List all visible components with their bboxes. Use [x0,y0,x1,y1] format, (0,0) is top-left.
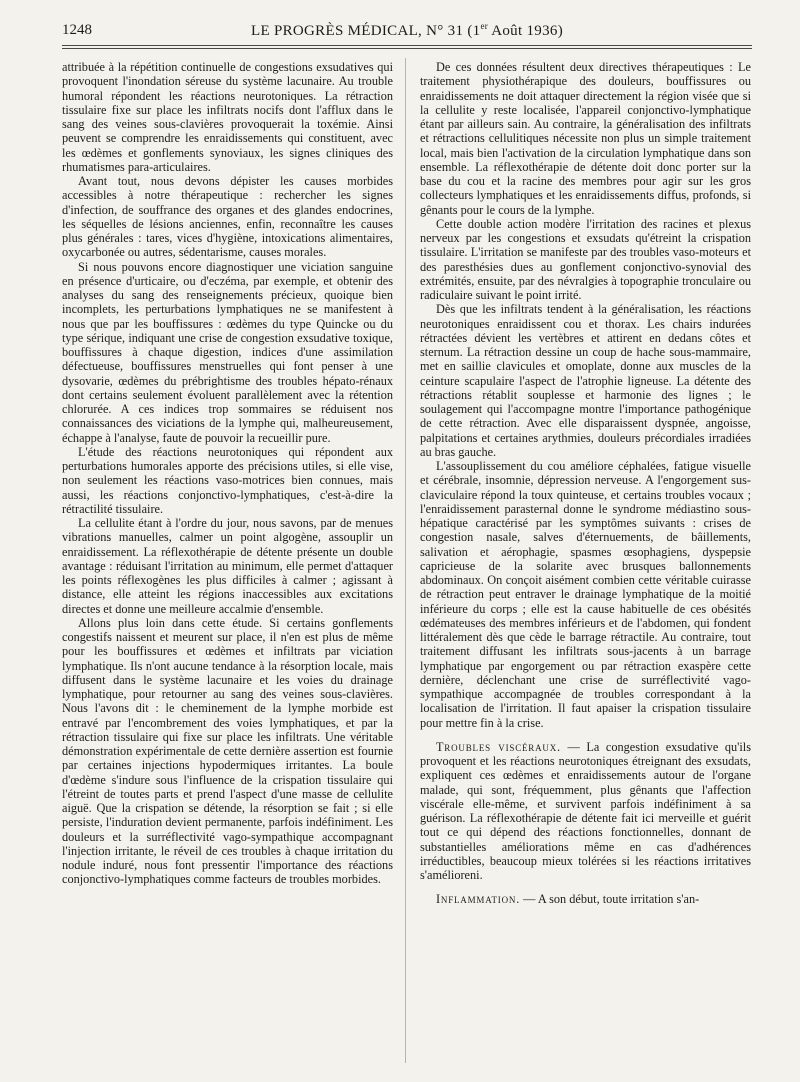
paragraph: Cette double action modère l'irritation des racines et plexus nerveux par les congestions et exsudats qu'étreint la crispation tissulaire. L'irritation se manifeste par des troubles vaso-moteurs et des paresthésies dues au gonflement conjonctivo-synovial des extrémités, ensuite, par des névralgies à topographie tronculaire ou radiculaire suivant le point irrité. [420,216,751,302]
page-number: 1248 [62,22,92,38]
paragraph: L'assouplissement du cou améliore céphalées, fatigue visuelle et cérébrale, insomnie, dépression nerveuse. A l'engorgement sus-claviculaire répond la toux quinteuse, et certains troubles vocaux ; l'enraidissement parasternal donne le syndrome médiastino sous-hépatique caractérisé par les symptômes suivants : crises de congestion nasale, salves d'éternuements, de bâillements, salivation et aérophagie, spasmes œsophagiens, dyspepsie capricieuse de la solarite avec brusques ballonnements abdominaux. On conçoit aisément combien cette véritable cuirasse de rétraction peut entraver le drainage lymphatique de la moitié inférieure du corps ; elle est la cause habituelle de ces obésités œdémateuses des membres inférieurs et de l'abdomen, qui fondent littéralement dès que cède le barrage rétractile. Au contraire, tout traitement diffusant les infiltrats sous-jacents à un barrage lymphatique par engorgement ou par rétraction exaspère cette dernière, déclenchant une crise de surréflectivité vago-sympathique accompagnée de troubles correspondant à la localisation de l'irritation. Il faut apaiser la crispation tissulaire pour mettre fin à la crise. [420,459,751,730]
paragraph: Allons plus loin dans cette étude. Si certains gonflements congestifs naissent et meurent sur place, il n'en est plus de même pour les bouffissures et œdèmes et infiltrats par viciation lymphatique. Ils n'ont aucune tendance à la résorption locale, mais diffusent dans le système lacunaire et les voies du drainage lymphatique, pour retourner au sang des veines sous-clavières. Nous l'avons dit : le cheminement de la lymphe morbide est entravé par l'encombrement des voies lymphatiques, et par la rétraction tissulaire qui fixe sur place les infiltrats. Une véritable démonstration expérimentale de cette dernière assertion est fournie par certaines injections hypodermiques irritantes. La boule d'œdème s'indure sous l'influence de la crispation tissulaire qui l'étreint de toutes parts et prend l'aspect d'une masse de cellulite aiguë. Que la crispation se détende, la résorption se fait ; si elle persiste, l'induration devient permanente, parfois indéfiniment. Les douleurs et la surréflectivité vago-sympathique accompagnant l'injection irritante, le réveil de ces troubles à chaque irritation du nodule induré, nous font pressentir l'importance des réactions conjonctivo-lymphatiques comme facteurs de troubles morbides. [62,615,393,887]
header-rule-top [62,45,752,46]
paragraph: Si nous pouvons encore diagnostiquer une viciation sanguine en présence d'urticaire, ou d'eczéma, par exemple, et obtenir des analyses du sang des renseignements précieux, quoique bien incomplets, les perturbations lymphatiques ne se manifestent à nous que par les bouffissures : œdèmes du type Quincke ou du type sérique, indiquant une crise de congestion exsudative toxique, bouffissures à chaque digestion, indices d'une assimilation défectueuse, bouffissures menstruelles qui font penser à une dysovarie, œdèmes du prébrightisme des troubles hépato-rénaux dont certains seulement évoluent parallèlement avec la rétention chlorurée. A ces indices trop sommaires se réduisent nos connaissances des viciations de la lymphe qui, malheureusement, échappe à l'analyse, faute de pouvoir la recueillir pure. [62,259,393,445]
running-header [62,18,752,40]
header-rule-bottom [62,48,752,49]
section-heading: Inflammation. [436,892,521,907]
paragraph: Dès que les infiltrats tendent à la généralisation, les réactions neurotoniques enraidissent cou et thorax. Les chairs indurées rétractées dévient les vertèbres et attirent en dedans côtes et sternum. La rétraction dessine un coup de hache sous-mammaire, met en saillie clavicules et omoplate, donne aux muscles de la ceinture scapulaire l'aspect de l'atrophie ligneuse. La détente des rétractions rétablit souplesse et harmonie des lignes ; le soulagement qui l'accompagne montre l'importance pathogénique de cette rétraction. Avec elle disparaissent dyspnée, angoisse, palpitations et certaines arythmies, douleurs précordiales irradiées au bras gauche. [420,302,751,459]
issue-date: (1er Août 1936) [467,21,563,39]
right-column [420,60,751,907]
paragraph: De ces données résultent deux directives thérapeutiques : Le traitement physiothérapique des douleurs, bouffissures ou enraidissements ne doit attaquer directement la région visée que si la cellulite y reste localisée, l'appareil conjonctivo-lymphatique étant par ailleurs sain. Au contraire, la généralisation des infiltrats et rétractions cellulitiques nécessite non plus un simple traitement local, mais bien l'activation de la circulation lymphatique dans son ensemble. La réflexothérapie de détente doit donc porter sur la base du cou et la racine des membres pour agir sur les gros collecteurs lymphatiques et les enraidissements diffus, profonds, si gênants pour le cours de la lymphe. [420,60,751,217]
journal-name: LE PROGRÈS MÉDICAL, [250,23,423,39]
section-heading: Troubles viscéraux. [436,739,561,754]
paragraph: L'étude des réactions neurotoniques qui répondent aux perturbations humorales apporte des précisions utiles, si elle vise, non seulement les réactions vaso-motrices bien connues, mais aussi, les réactions conjonctivo-lymphatiques, c'est-à-dire la rétractilité tissulaire. [62,444,393,516]
column-divider [405,58,406,1063]
journal-title [62,21,752,40]
paragraph: attribuée à la répétition continuelle de congestions exsudatives qui provoquent l'inondation séreuse du système lacunaire. Au trouble humoral répondent les réactions neurotoniques. La rétraction tissulaire fixe sur place les infiltrats nocifs dont l'afflux dans le sang des veines sous-clavières provoquerait la toxémie. Ainsi peuvent se comprendre les enraidissements qui constituent, avec les œdèmes et gonflements synoviaux, les signes cliniques des rhumatismes para-articulaires. [62,60,393,174]
section-troubles-visceraux [420,740,751,883]
section-inflammation [420,892,751,906]
paragraph: La cellulite étant à l'ordre du jour, nous savons, par de menues vibrations manuelles, calmer un point algogène, assouplir un enraidissement. La réflexothérapie de détente présente un double avantage : réduisant l'irritation au minimum, elle permet d'attaquer les points réflexogènes les plus difficiles à calmer ; agissant à distance, elle atteint les régions inaccessibles aux excitations directes et donne une meilleure accalmie d'ensemble. [62,516,393,616]
section-text: — La congestion exsudative qu'ils provoquent et les réactions neurotoniques étreignant des exsudats, expliquent ces œdèmes et enraidissements autour de l'organe malade, qui sont, fréquemment, plus gênants que l'affection viscérale elle-même, et survivent parfois indéfiniment à sa guérison. La réflexothérapie de détente fait ici merveille et guérit tout ce qui dépend des réactions fonctionnelles, donnant de substantielles améliorations même en cas d'adhérences irréductibles, beaucoup mieux tolérées si les réactions irritatives s'amélioreni. [420,739,751,882]
section-text: — A son début, toute irritation s'an- [520,892,700,907]
left-column [62,60,393,887]
issue-number: N° 31 [426,23,464,39]
paragraph: Avant tout, nous devons dépister les causes morbides accessibles à notre thérapeutique : rechercher les signes d'infection, de souffrance des organes et des glandes endocrines, les séquelles de lésions anciennes, enfin, reconnaître les causes plus générales : tares, vices d'hygiène, intoxications alimentaires, oxycarbonée ou autres, sédentarisme, causes morales. [62,174,393,260]
